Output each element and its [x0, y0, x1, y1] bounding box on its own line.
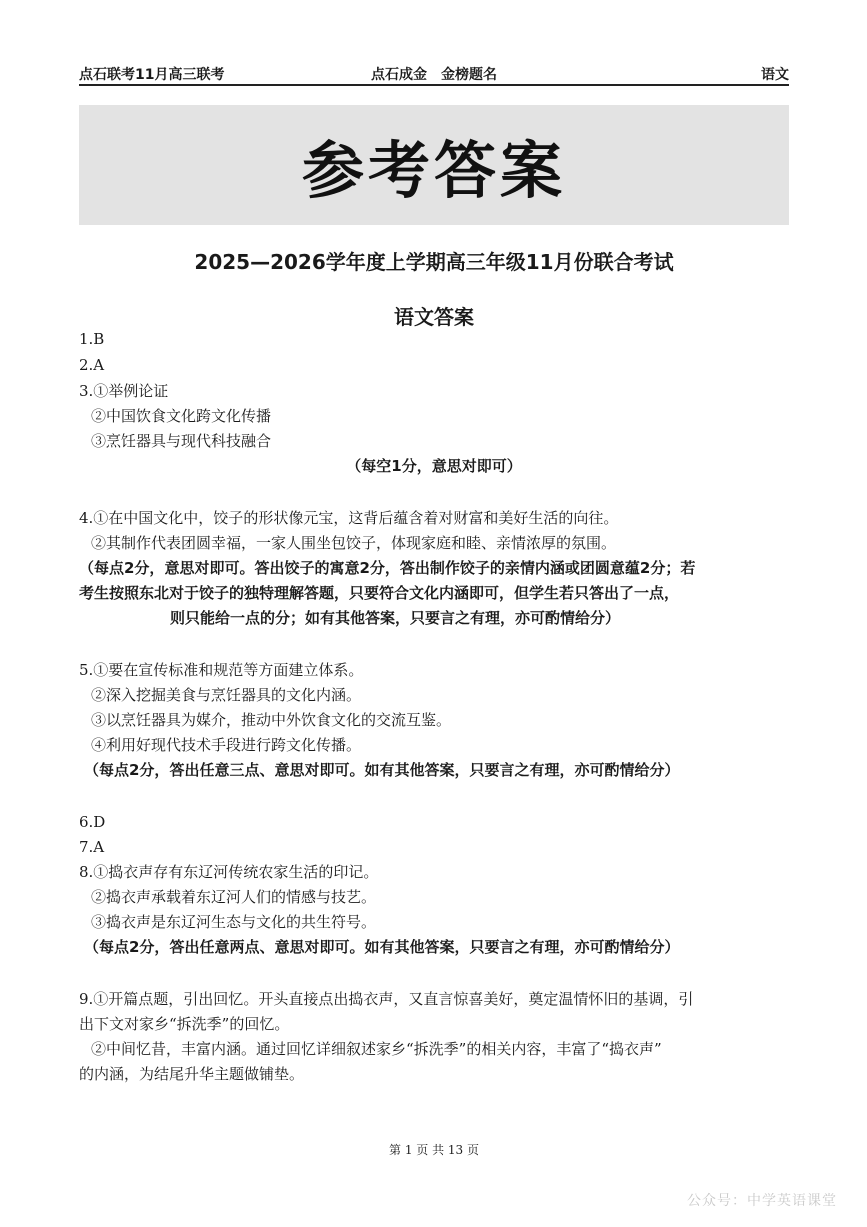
answer-q2: 2.A	[79, 356, 105, 374]
scoring-note-q5: （每点2分，答出任意三点、意思对即可。如有其他答案，只要言之有理，亦可酌情给分）	[84, 761, 680, 779]
answer-q3-line: ②中国饮食文化跨文化传播	[91, 407, 272, 425]
banner-title: 参考答案	[301, 133, 566, 207]
answer-q8-line: ③捣衣声是东辽河生态与文化的共生符号。	[91, 913, 377, 931]
answer-q3-line: 3.①举例论证	[79, 382, 169, 400]
answer-q8-line: ②捣衣声承载着东辽河人们的情感与技艺。	[91, 888, 377, 906]
scoring-note-q4: （每点2分，意思对即可。答出饺子的寓意2分，答出制作饺子的亲情内涵或团圆意蕴2分；若	[79, 559, 696, 577]
page-header	[79, 64, 789, 84]
answer-q4-line: ②其制作代表团圆幸福，一家人围坐包饺子，体现家庭和睦、亲情浓厚的氛围。	[91, 534, 617, 552]
answer-q6: 6.D	[79, 813, 106, 831]
answer-q7: 7.A	[79, 838, 105, 856]
scoring-note-q4: 考生按照东北对于饺子的独特理解答题，只要符合文化内涵即可，但学生若只答出了一点，	[79, 584, 680, 602]
header-subject: 语文	[761, 67, 789, 83]
answer-q9-line: 出下文对家乡“拆洗季”的回忆。	[79, 1015, 290, 1033]
subject-title: 语文答案	[394, 305, 474, 329]
scoring-note-q8: （每点2分，答出任意两点、意思对即可。如有其他答案，只要言之有理，亦可酌情给分）	[84, 938, 680, 956]
answer-q9-line: ②中间忆昔，丰富内涵。通过回忆详细叙述家乡“拆洗季”的相关内容，丰富了“捣衣声”	[91, 1040, 662, 1058]
answer-q5-line: ④利用好现代技术手段进行跨文化传播。	[91, 736, 362, 754]
answer-q5-line: ③以烹饪器具为媒介，推动中外饮食文化的交流互鉴。	[91, 711, 452, 729]
answer-q5-line: 5.①要在宣传标准和规范等方面建立体系。	[79, 661, 364, 679]
answer-q8-line: 8.①捣衣声存有东辽河传统农家生活的印记。	[79, 863, 379, 881]
exam-title: 2025—2026学年度上学期高三年级11月份联合考试	[194, 250, 674, 274]
scoring-note-q3: （每空1分，意思对即可）	[346, 457, 522, 475]
header-exam-name: 点石联考11月高三联考	[79, 67, 225, 83]
scoring-note-q4: 则只能给一点的分；如有其他答案，只要言之有理，亦可酌情给分）	[170, 609, 621, 627]
watermark: 公众号：中学英语课堂	[687, 1193, 837, 1209]
header-slogan: 点石成金 金榜题名	[371, 67, 497, 83]
header-divider	[79, 84, 789, 86]
answer-q3-line: ③烹饪器具与现代科技融合	[91, 432, 272, 450]
answer-q5-line: ②深入挖掘美食与烹饪器具的文化内涵。	[91, 686, 362, 704]
answer-q4-line: 4.①在中国文化中，饺子的形状像元宝，这背后蕴含着对财富和美好生活的向往。	[79, 509, 619, 527]
answer-q1: 1.B	[79, 330, 105, 348]
title-banner	[79, 105, 789, 225]
page-number: 第 1 页 共 13 页	[389, 1143, 479, 1157]
answer-q9-line: 9.①开篇点题，引出回忆。开头直接点出捣衣声，又直言惊喜美好，奠定温情怀旧的基调，引	[79, 990, 694, 1008]
answer-q9-line: 的内涵，为结尾升华主题做铺垫。	[79, 1065, 305, 1083]
